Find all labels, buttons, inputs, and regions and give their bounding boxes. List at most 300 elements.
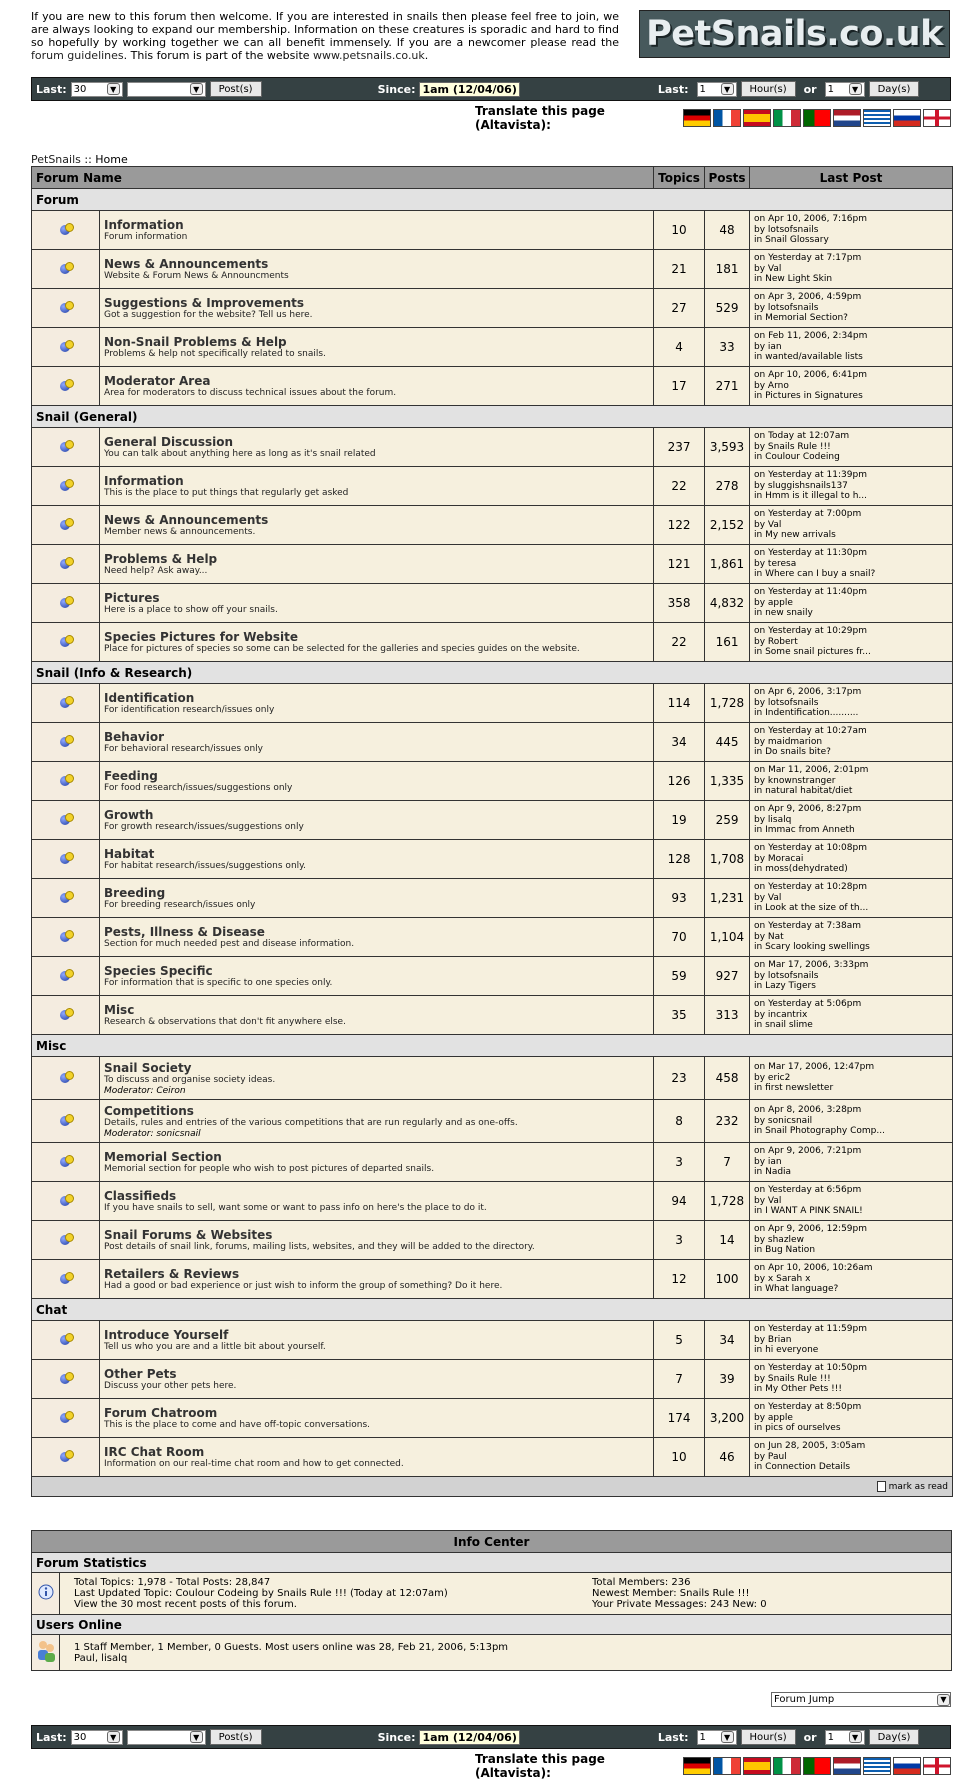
- forum-posts-count: 1,104: [705, 918, 750, 957]
- forum-row: [32, 723, 953, 762]
- forum-title-link[interactable]: Identification: [104, 690, 195, 705]
- last-post-date: on Jun 28, 2005, 3:05am: [754, 1441, 866, 1452]
- category-title[interactable]: Forum: [32, 189, 953, 211]
- russian-flag-icon[interactable]: [893, 1757, 921, 1775]
- days-value: 1: [827, 83, 834, 95]
- forum-name-cell: [100, 723, 654, 762]
- forum-posts-count: 529: [705, 289, 750, 328]
- category-title[interactable]: Snail (Info & Research): [32, 662, 953, 684]
- forum-last-post: [750, 879, 953, 918]
- forum-name-cell: [100, 840, 654, 879]
- users-online-names[interactable]: Paul, lisalq: [74, 1652, 128, 1664]
- last-post-author-link[interactable]: by Paul: [754, 1451, 787, 1462]
- forum-status-icon: [59, 1193, 73, 1207]
- forum-description: Forum information: [104, 231, 188, 242]
- last-post-author-link[interactable]: by Snails Rule !!!: [754, 441, 831, 452]
- forum-name-cell: [100, 1438, 654, 1477]
- intro-text-start: If you are new to this forum then welcome. If you are interested in snails then please feel free to join, we are always looking to expand our membership. Information on these creatures is sporadic and hard to find so hopefully by working together we can all benefit immensely. If you are a newcomer please read the: [31, 10, 619, 49]
- time-filter-toolbar: [31, 77, 951, 101]
- forum-last-post: [750, 918, 953, 957]
- forum-statistics: [60, 1573, 952, 1615]
- forum-row: [32, 684, 953, 723]
- last-post-author-link[interactable]: by sluggishsnails137: [754, 480, 848, 491]
- forum-description: Problems & help not specifically related to snails.: [104, 348, 326, 359]
- forum-title-link[interactable]: Classifieds: [104, 1188, 177, 1203]
- forum-topics-count: 114: [654, 684, 705, 723]
- greek-flag-icon[interactable]: [863, 1757, 891, 1775]
- days-button[interactable]: Day(s): [869, 81, 920, 97]
- forum-status-cell: [32, 506, 100, 545]
- forum-last-post: [750, 1438, 953, 1477]
- forum-status-cell: [32, 1360, 100, 1399]
- english-flag-icon[interactable]: [923, 109, 951, 127]
- forum-name-cell: [100, 918, 654, 957]
- last-post-date: on Apr 10, 2006, 10:26am: [754, 1263, 873, 1274]
- forum-topics-count: 22: [654, 623, 705, 662]
- forum-title-link[interactable]: Memorial Section: [104, 1149, 222, 1164]
- forum-moderator: Moderator: Ceiron: [104, 1085, 186, 1096]
- forum-description: If you have snails to sell, want some or want to pass info on here's the place to do it.: [104, 1202, 487, 1213]
- last-post-topic-link[interactable]: in Snail Glossary: [754, 235, 829, 246]
- hours-value: 1: [699, 83, 706, 95]
- forum-last-post: [750, 684, 953, 723]
- forum-title-link[interactable]: Misc: [104, 1002, 135, 1017]
- forum-status-icon: [59, 1070, 73, 1084]
- post-type-select[interactable]: [127, 82, 206, 97]
- forum-name-cell: [100, 1221, 654, 1260]
- forum-last-post: [750, 996, 953, 1035]
- greek-flag-icon[interactable]: [863, 109, 891, 127]
- forum-description: Here is a place to show off your snails.: [104, 604, 278, 615]
- chevron-down-icon: ▼: [721, 83, 734, 95]
- forum-row: [32, 506, 953, 545]
- forum-topics-count: 59: [654, 957, 705, 996]
- forum-name-cell: [100, 879, 654, 918]
- forum-status-icon: [59, 929, 73, 943]
- last-post-topic-link[interactable]: in Where can I buy a snail?: [754, 569, 876, 580]
- last-post-topic-link[interactable]: in hi everyone: [754, 1345, 819, 1356]
- forum-last-post: [750, 957, 953, 996]
- forum-name-cell: [100, 250, 654, 289]
- forum-status-icon: [59, 851, 73, 865]
- stat-line: Total Topics: 1,978 - Total Posts: 28,847: [74, 1577, 271, 1588]
- german-flag-icon[interactable]: [683, 1757, 711, 1775]
- forum-jump-select[interactable]: [771, 1692, 951, 1707]
- forum-topics-count: 27: [654, 289, 705, 328]
- forum-topics-count: 8: [654, 1100, 705, 1143]
- last-post-topic-link[interactable]: in Snail Photography Comp...: [754, 1126, 885, 1137]
- intro-text-middle: . This forum is part of the website: [123, 49, 314, 62]
- forum-row: [32, 840, 953, 879]
- last-count-value: 30: [73, 83, 87, 95]
- forum-row: [32, 367, 953, 406]
- french-flag-icon[interactable]: [713, 1757, 741, 1775]
- forum-status-icon: [59, 1007, 73, 1021]
- forum-title-link[interactable]: News & Announcements: [104, 512, 269, 527]
- forum-last-post: [750, 584, 953, 623]
- last-post-date: on Apr 10, 2006, 6:41pm: [754, 370, 868, 381]
- forum-posts-count: 1,708: [705, 840, 750, 879]
- forum-topics-count: 7: [654, 1360, 705, 1399]
- dutch-flag-icon[interactable]: [833, 109, 861, 127]
- forum-status-icon: [59, 1113, 73, 1127]
- forum-row: [32, 545, 953, 584]
- last-post-topic-link[interactable]: in Connection Details: [754, 1462, 851, 1473]
- forum-topics-count: 23: [654, 1057, 705, 1100]
- category-row: [32, 1035, 953, 1057]
- forum-last-post: [750, 1182, 953, 1221]
- last-post-date: on Apr 3, 2006, 4:59pm: [754, 292, 862, 303]
- last-hours-label: Last:: [657, 1730, 689, 1744]
- forum-posts-count: 1,335: [705, 762, 750, 801]
- forum-row: [32, 623, 953, 662]
- forum-row: [32, 1182, 953, 1221]
- forum-status-cell: [32, 801, 100, 840]
- last-post-date: on Mar 17, 2006, 3:33pm: [754, 960, 869, 971]
- forum-status-icon: [59, 300, 73, 314]
- forum-status-icon: [59, 339, 73, 353]
- forum-status-icon: [59, 1271, 73, 1285]
- last-post-author-link[interactable]: by apple: [754, 1412, 793, 1423]
- forum-posts-count: 181: [705, 250, 750, 289]
- chevron-down-icon: ▼: [849, 83, 862, 95]
- forum-status-cell: [32, 250, 100, 289]
- last-post-date: on Apr 8, 2006, 3:28pm: [754, 1105, 862, 1116]
- forum-description: Research & observations that don't fit anywhere else.: [104, 1016, 346, 1027]
- hours-value: 1: [699, 1731, 706, 1743]
- forum-title-link[interactable]: Species Pictures for Website: [104, 629, 298, 644]
- last-post-author-link[interactable]: by Snails Rule !!!: [754, 1373, 831, 1384]
- forum-last-post: [750, 1321, 953, 1360]
- forum-posts-count: 271: [705, 367, 750, 406]
- site-logo[interactable]: PetSnails.co.uk: [639, 10, 950, 58]
- forum-status-icon: [59, 378, 73, 392]
- days-button[interactable]: Day(s): [869, 1729, 920, 1745]
- last-post-topic-link[interactable]: in first newsletter: [754, 1083, 834, 1094]
- forum-title-link[interactable]: Species Specific: [104, 963, 213, 978]
- forum-last-post: [750, 467, 953, 506]
- last-post-date: on Yesterday at 10:50pm: [754, 1363, 867, 1374]
- forum-title-link[interactable]: Problems & Help: [104, 551, 218, 566]
- forum-name-cell: [100, 1143, 654, 1182]
- forum-topics-count: 10: [654, 211, 705, 250]
- hours-button[interactable]: Hour(s): [741, 81, 796, 97]
- forum-topics-count: 358: [654, 584, 705, 623]
- forum-title-link[interactable]: Forum Chatroom: [104, 1405, 218, 1420]
- last-post-author-link[interactable]: by Moracai: [754, 853, 804, 864]
- forum-last-post: [750, 762, 953, 801]
- last-post-author-link[interactable]: by lotsofsnails: [754, 302, 819, 313]
- last-post-author-link[interactable]: by Robert: [754, 636, 798, 647]
- forum-posts-count: 2,152: [705, 506, 750, 545]
- forum-title-link[interactable]: Suggestions & Improvements: [104, 295, 304, 310]
- forum-status-cell: [32, 1260, 100, 1299]
- forum-topics-count: 34: [654, 723, 705, 762]
- forum-status-cell: [32, 1438, 100, 1477]
- last-post-topic-link[interactable]: in Pictures in Signatures: [754, 391, 863, 402]
- or-label: or: [803, 1730, 817, 1744]
- forum-title-link[interactable]: Information: [104, 217, 184, 232]
- forum-title-link[interactable]: Pictures: [104, 590, 160, 605]
- forum-status-cell: [32, 467, 100, 506]
- forum-topics-count: 128: [654, 840, 705, 879]
- forum-status-icon: [59, 1410, 73, 1424]
- last-label: Last:: [36, 1730, 67, 1744]
- last-post-topic-link[interactable]: in Do snails bite?: [754, 747, 831, 758]
- forum-row: [32, 1321, 953, 1360]
- forum-name-cell: [100, 762, 654, 801]
- english-flag-icon[interactable]: [923, 1757, 951, 1775]
- spanish-flag-icon[interactable]: [743, 109, 771, 127]
- forum-title-link[interactable]: IRC Chat Room: [104, 1444, 205, 1459]
- users-online-title: Users Online: [32, 1615, 952, 1635]
- hours-select[interactable]: [697, 82, 737, 97]
- forum-posts-count: 458: [705, 1057, 750, 1100]
- last-post-author-link[interactable]: by Arno: [754, 380, 789, 391]
- russian-flag-icon[interactable]: [893, 109, 921, 127]
- last-post-author-link[interactable]: by shazlew: [754, 1234, 804, 1245]
- italian-flag-icon[interactable]: [773, 109, 801, 127]
- forum-status-cell: [32, 545, 100, 584]
- last-post-author-link[interactable]: by eric2: [754, 1072, 791, 1083]
- last-post-topic-link[interactable]: in Scary looking swellings: [754, 942, 870, 953]
- last-post-topic-link[interactable]: in New Light Skin: [754, 274, 833, 285]
- forum-row: [32, 879, 953, 918]
- chevron-down-icon: ▼: [937, 1694, 950, 1706]
- forum-jump-value: Forum Jump: [774, 1694, 835, 1705]
- forum-status-cell: [32, 1057, 100, 1100]
- last-post-author-link[interactable]: by Nat: [754, 931, 784, 942]
- forum-name-cell: [100, 623, 654, 662]
- last-post-topic-link[interactable]: in I WANT A PINK SNAIL!: [754, 1206, 863, 1217]
- last-post-topic-link[interactable]: in moss(dehydrated): [754, 864, 848, 875]
- guidelines-link[interactable]: forum guidelines: [31, 49, 124, 62]
- last-post-topic-link[interactable]: in natural habitat/diet: [754, 786, 853, 797]
- stat-line[interactable]: View the 30 most recent posts of this forum.: [74, 1599, 297, 1610]
- since-label: Since:: [377, 82, 416, 96]
- category-title[interactable]: Chat: [32, 1299, 953, 1321]
- stat-line: Last Updated Topic: Coulour Codeing by Snails Rule !!! (Today at 12:07am): [74, 1588, 448, 1599]
- hours-button[interactable]: Hour(s): [741, 1729, 796, 1745]
- forum-status-cell: [32, 1100, 100, 1143]
- last-post-author-link[interactable]: by sonicsnail: [754, 1115, 813, 1126]
- last-post-topic-link[interactable]: in pics of ourselves: [754, 1423, 841, 1434]
- portuguese-flag-icon[interactable]: [803, 1757, 831, 1775]
- forum-title-link[interactable]: Information: [104, 473, 184, 488]
- forum-last-post: [750, 1360, 953, 1399]
- hours-select[interactable]: [697, 1730, 737, 1745]
- last-post-topic-link[interactable]: in What language?: [754, 1284, 839, 1295]
- last-post-topic-link[interactable]: in My Other Pets !!!: [754, 1384, 842, 1395]
- last-post-topic-link[interactable]: in Some snail pictures fr...: [754, 647, 871, 658]
- spanish-flag-icon[interactable]: [743, 1757, 771, 1775]
- last-post-author-link[interactable]: by Brian: [754, 1334, 792, 1345]
- last-post-topic-link[interactable]: in My new arrivals: [754, 530, 836, 541]
- last-post-topic-link[interactable]: in Lazy Tigers: [754, 981, 816, 992]
- forum-row: [32, 1438, 953, 1477]
- last-post-date: on Yesterday at 11:59pm: [754, 1324, 867, 1335]
- forum-posts-count: 4,832: [705, 584, 750, 623]
- forum-status-cell: [32, 1182, 100, 1221]
- category-row: [32, 1299, 953, 1321]
- table-footer-cell: [32, 1477, 953, 1497]
- forum-title-link[interactable]: Retailers & Reviews: [104, 1266, 240, 1281]
- forum-row: [32, 918, 953, 957]
- translate-bar: [474, 104, 951, 132]
- forum-description: This is the place to come and have off-topic conversations.: [104, 1419, 370, 1430]
- forum-posts-count: 100: [705, 1260, 750, 1299]
- forum-title-link[interactable]: Habitat: [104, 846, 155, 861]
- posts-button[interactable]: Post(s): [210, 81, 262, 97]
- forum-topics-count: 93: [654, 879, 705, 918]
- last-post-author-link[interactable]: by x Sarah x: [754, 1273, 811, 1284]
- last-post-date: on Yesterday at 7:38am: [754, 921, 862, 932]
- breadcrumb-current: Home: [95, 153, 128, 166]
- forum-last-post: [750, 211, 953, 250]
- table-footer: [32, 1477, 953, 1497]
- forum-name-cell: [100, 801, 654, 840]
- forum-title-link[interactable]: Growth: [104, 807, 154, 822]
- forum-last-post: [750, 367, 953, 406]
- mark-as-read-label: mark as read: [888, 1482, 949, 1492]
- forum-title-link[interactable]: Pests, Illness & Disease: [104, 924, 265, 939]
- forum-status-cell: [32, 289, 100, 328]
- last-post-author-link[interactable]: by lisalq: [754, 814, 792, 825]
- forum-title-link[interactable]: News & Announcements: [104, 256, 269, 271]
- forum-last-post: [750, 840, 953, 879]
- mark-as-read-button[interactable]: [877, 1482, 948, 1492]
- last-post-topic-link[interactable]: in Indentification..........: [754, 708, 859, 719]
- last-post-author-link[interactable]: by apple: [754, 597, 793, 608]
- forum-title-link[interactable]: Feeding: [104, 768, 158, 783]
- last-post-topic-link[interactable]: in snail slime: [754, 1020, 813, 1031]
- forum-status-cell: [32, 723, 100, 762]
- last-post-author-link[interactable]: by ian: [754, 1156, 782, 1167]
- stat-line: Your Private Messages: 243 New: 0: [592, 1599, 767, 1610]
- portuguese-flag-icon[interactable]: [803, 109, 831, 127]
- forum-posts-count: 927: [705, 957, 750, 996]
- forum-title-link[interactable]: Breeding: [104, 885, 166, 900]
- german-flag-icon[interactable]: [683, 109, 711, 127]
- last-post-author-link[interactable]: by knownstranger: [754, 775, 836, 786]
- forum-title-link[interactable]: Snail Forums & Websites: [104, 1227, 273, 1242]
- last-post-topic-link[interactable]: in Bug Nation: [754, 1245, 816, 1256]
- last-post-date: on Yesterday at 11:39pm: [754, 470, 867, 481]
- dutch-flag-icon[interactable]: [833, 1757, 861, 1775]
- last-post-date: on Yesterday at 8:50pm: [754, 1402, 862, 1413]
- last-post-author-link[interactable]: by ian: [754, 341, 782, 352]
- forum-name-cell: [100, 584, 654, 623]
- forum-table: [31, 166, 953, 1497]
- last-post-topic-link[interactable]: in Memorial Section?: [754, 313, 848, 324]
- category-title[interactable]: Misc: [32, 1035, 953, 1057]
- forum-name-cell: [100, 1100, 654, 1143]
- forum-status-icon: [59, 1332, 73, 1346]
- forum-name-cell: [100, 957, 654, 996]
- forum-description: For behavioral research/issues only: [104, 743, 263, 754]
- last-post-date: on Yesterday at 7:17pm: [754, 253, 862, 264]
- since-link[interactable]: 1am (12/04/06): [419, 82, 519, 97]
- forum-title-link[interactable]: Competitions: [104, 1103, 194, 1118]
- last-post-topic-link[interactable]: in Coulour Codeing: [754, 452, 840, 463]
- intro-text: [31, 10, 619, 62]
- forum-posts-count: 1,728: [705, 1182, 750, 1221]
- forum-title-link[interactable]: Non-Snail Problems & Help: [104, 334, 287, 349]
- forum-name-cell: [100, 211, 654, 250]
- forum-description: Tell us who you are and a little bit about yourself.: [104, 1341, 326, 1352]
- forum-description: Post details of snail link, forums, mailing lists, websites, and they will be added to the directory.: [104, 1241, 535, 1252]
- days-select[interactable]: [825, 82, 865, 97]
- since-link[interactable]: 1am (12/04/06): [419, 1730, 519, 1745]
- post-type-select[interactable]: [127, 1730, 206, 1745]
- days-select[interactable]: [825, 1730, 865, 1745]
- forum-description: Memorial section for people who wish to post pictures of departed snails.: [104, 1163, 435, 1174]
- chevron-down-icon: ▼: [190, 1731, 203, 1743]
- last-post-author-link[interactable]: by Val: [754, 263, 782, 274]
- forum-topics-count: 22: [654, 467, 705, 506]
- forum-title-link[interactable]: Other Pets: [104, 1366, 177, 1381]
- forum-title-link[interactable]: Behavior: [104, 729, 165, 744]
- forum-name-cell: [100, 996, 654, 1035]
- forum-last-post: [750, 250, 953, 289]
- last-count-select[interactable]: [71, 82, 123, 97]
- posts-button[interactable]: Post(s): [210, 1729, 262, 1745]
- last-post-author-link[interactable]: by Val: [754, 1195, 782, 1206]
- last-post-topic-link[interactable]: in Nadia: [754, 1167, 792, 1178]
- forum-title-link[interactable]: Introduce Yourself: [104, 1327, 229, 1342]
- last-post-author-link[interactable]: by Val: [754, 519, 782, 530]
- forum-status-icon: [59, 556, 73, 570]
- last-post-topic-link[interactable]: in Hmm is it illegal to h...: [754, 491, 867, 502]
- last-post-author-link[interactable]: by maidmarion: [754, 736, 823, 747]
- last-post-date: on Yesterday at 10:27am: [754, 726, 867, 737]
- forum-posts-count: 232: [705, 1100, 750, 1143]
- italian-flag-icon[interactable]: [773, 1757, 801, 1775]
- forum-description: Area for moderators to discuss technical issues about the forum.: [104, 387, 397, 398]
- forum-status-cell: [32, 762, 100, 801]
- forum-title-link[interactable]: Snail Society: [104, 1060, 192, 1075]
- last-post-author-link[interactable]: by lotsofsnails: [754, 224, 819, 235]
- forum-description: Details, rules and entries of the various competitions that are run regularly and as one-offs.: [104, 1117, 518, 1128]
- last-post-date: on Yesterday at 10:08pm: [754, 843, 867, 854]
- website-link[interactable]: www.petsnails.co.uk: [313, 49, 425, 62]
- last-post-author-link[interactable]: by incantrix: [754, 1009, 808, 1020]
- forum-description: Website & Forum News & Announcments: [104, 270, 289, 281]
- forum-last-post: [750, 289, 953, 328]
- category-title[interactable]: Snail (General): [32, 406, 953, 428]
- french-flag-icon[interactable]: [713, 109, 741, 127]
- last-post-author-link[interactable]: by lotsofsnails: [754, 970, 819, 981]
- forum-status-icon: [59, 890, 73, 904]
- last-count-select[interactable]: [71, 1730, 123, 1745]
- last-post-author-link[interactable]: by Val: [754, 892, 782, 903]
- forum-title-link[interactable]: General Discussion: [104, 434, 234, 449]
- last-post-topic-link[interactable]: in Look at the size of th...: [754, 903, 869, 914]
- last-post-author-link[interactable]: by teresa: [754, 558, 797, 569]
- forum-status-icon: [59, 1371, 73, 1385]
- breadcrumb-site-link[interactable]: PetSnails: [31, 153, 81, 166]
- info-icon: [32, 1573, 60, 1615]
- forum-posts-count: 445: [705, 723, 750, 762]
- last-post-author-link[interactable]: by lotsofsnails: [754, 697, 819, 708]
- last-post-topic-link[interactable]: in Immac from Anneth: [754, 825, 855, 836]
- forum-title-link[interactable]: Moderator Area: [104, 373, 211, 388]
- last-post-topic-link[interactable]: in wanted/available lists: [754, 352, 863, 363]
- last-post-topic-link[interactable]: in new snaily: [754, 608, 813, 619]
- forum-last-post: [750, 1143, 953, 1182]
- forum-status-icon: [59, 1232, 73, 1246]
- last-post-date: on Apr 10, 2006, 7:16pm: [754, 214, 868, 225]
